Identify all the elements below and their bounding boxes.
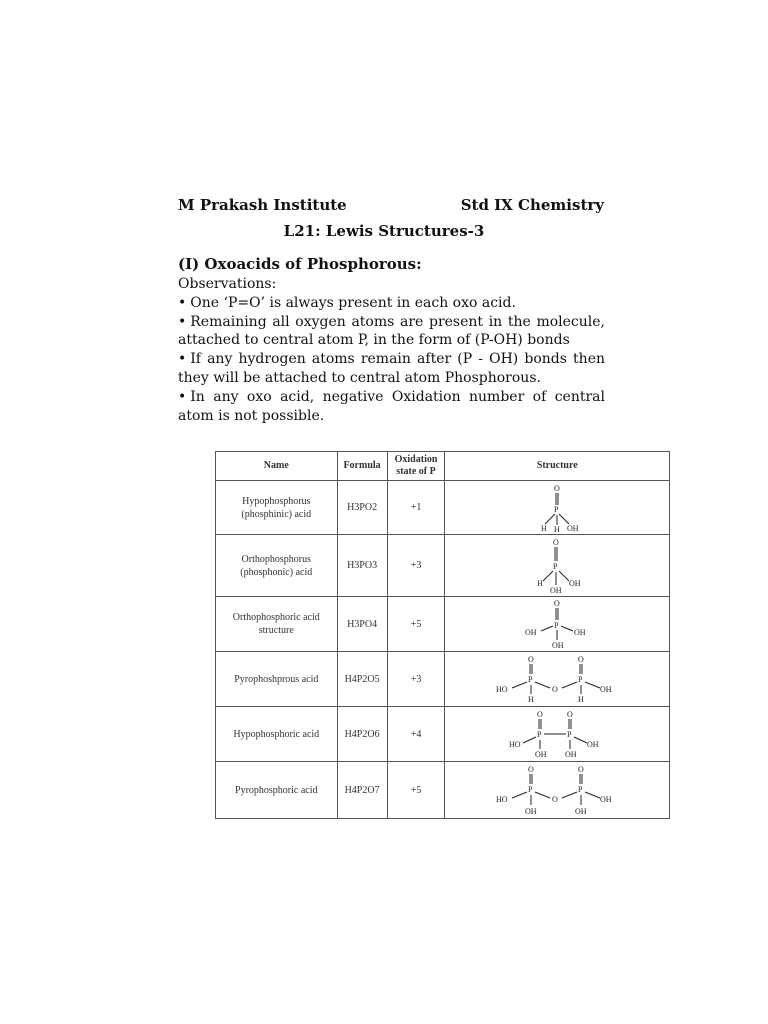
oxidation-state: +5 (387, 597, 445, 652)
structure-cell (445, 481, 670, 535)
svg-text:H: H (541, 523, 547, 533)
col-name-header: Name (216, 452, 338, 481)
table-header-row (216, 452, 670, 481)
svg-text:O: O (552, 685, 558, 694)
svg-text:O: O (578, 765, 584, 774)
table-row (216, 762, 670, 819)
structure-diagram (527, 483, 587, 533)
svg-text:P: P (567, 730, 572, 739)
svg-text:OH: OH (535, 750, 547, 759)
svg-text:O: O (553, 537, 559, 547)
svg-text:P: P (554, 504, 559, 514)
svg-text:H: H (554, 524, 560, 533)
col-oxidation-header: Oxidation state of P (387, 452, 445, 481)
structure-cell (445, 652, 670, 707)
svg-text:H: H (578, 695, 584, 704)
svg-text:O: O (578, 655, 584, 664)
acid-name: Orthophosphoric acid structure (216, 597, 338, 652)
acid-name: Orthophosphorus (phosphonic) acid (216, 535, 338, 597)
svg-text:O: O (537, 710, 543, 719)
svg-text:HO: HO (509, 740, 521, 749)
acid-name: Pyrophosphoric acid (216, 762, 338, 819)
structure-cell (445, 707, 670, 762)
svg-text:OH: OH (550, 585, 562, 595)
bullet-item: • One ‘P=O’ is always present in each oxo acid. (178, 294, 605, 313)
observations-label: Observations: (178, 276, 277, 292)
structure-diagram (492, 764, 622, 816)
svg-text:OH: OH (587, 740, 599, 749)
oxidation-state: +4 (387, 707, 445, 762)
svg-text:O: O (567, 710, 573, 719)
svg-text:P: P (578, 785, 583, 794)
svg-text:HO: HO (496, 685, 508, 694)
svg-text:O: O (528, 765, 534, 774)
svg-text:P: P (553, 561, 558, 571)
structure-diagram (525, 537, 589, 595)
svg-text:OH: OH (552, 641, 564, 650)
acid-name: Pyrophoshprous acid (216, 652, 338, 707)
acid-formula: H3PO4 (337, 597, 387, 652)
section-title: (I) Oxoacids of Phosphorous: (178, 255, 422, 273)
oxidation-state: +1 (387, 481, 445, 535)
oxoacids-table (215, 451, 670, 819)
institute-name: M Prakash Institute (178, 196, 347, 214)
course-name: Std IX Chemistry (460, 196, 604, 214)
svg-text:H: H (537, 578, 543, 588)
svg-text:OH: OH (574, 628, 586, 637)
acid-name: Hypophosphoric acid (216, 707, 338, 762)
svg-text:HO: HO (496, 795, 508, 804)
table-row (216, 597, 670, 652)
table-row (216, 707, 670, 762)
svg-text:O: O (528, 655, 534, 664)
svg-text:O: O (554, 599, 560, 608)
structure-diagram (507, 709, 607, 759)
svg-text:O: O (552, 795, 558, 804)
page-header (178, 196, 604, 214)
structure-cell (445, 762, 670, 819)
svg-text:P: P (578, 675, 583, 684)
structure-cell (445, 597, 670, 652)
oxidation-state: +5 (387, 762, 445, 819)
bullet-item: • If any hydrogen atoms remain after (P - OH) bonds then they will be attached to central atom Phosphorous. (178, 350, 605, 388)
acid-name: Hypophosphorus (phosphinic) acid (216, 481, 338, 535)
structure-diagram (492, 654, 622, 704)
bullet-item: • In any oxo acid, negative Oxidation number of central atom is not possible. (178, 388, 605, 426)
table-row (216, 535, 670, 597)
svg-text:OH: OH (569, 578, 581, 588)
col-formula-header: Formula (337, 452, 387, 481)
acid-formula: H4P2O6 (337, 707, 387, 762)
svg-text:OH: OH (600, 685, 612, 694)
svg-text:P: P (537, 730, 542, 739)
svg-text:OH: OH (567, 523, 579, 533)
col-structure-header: Structure (445, 452, 670, 481)
structure-diagram (521, 598, 593, 650)
observations (178, 275, 605, 425)
svg-text:P: P (528, 785, 533, 794)
svg-text:H: H (528, 695, 534, 704)
oxidation-state: +3 (387, 652, 445, 707)
acid-formula: H3PO2 (337, 481, 387, 535)
svg-text:OH: OH (600, 795, 612, 804)
structure-cell (445, 535, 670, 597)
acid-formula: H3PO3 (337, 535, 387, 597)
svg-text:OH: OH (565, 750, 577, 759)
svg-text:OH: OH (525, 807, 537, 816)
svg-text:P: P (554, 621, 559, 630)
acid-formula: H4P2O5 (337, 652, 387, 707)
svg-text:OH: OH (575, 807, 587, 816)
svg-text:P: P (528, 675, 533, 684)
acid-formula: H4P2O7 (337, 762, 387, 819)
oxidation-state: +3 (387, 535, 445, 597)
svg-text:OH: OH (525, 628, 537, 637)
bullet-item: • Remaining all oxygen atoms are present in the molecule, attached to central atom P, in the form of (P-OH) bonds (178, 313, 605, 351)
lesson-title: L21: Lewis Structures-3 (283, 222, 485, 240)
table-row (216, 481, 670, 535)
svg-text:O: O (554, 483, 560, 493)
table-row (216, 652, 670, 707)
